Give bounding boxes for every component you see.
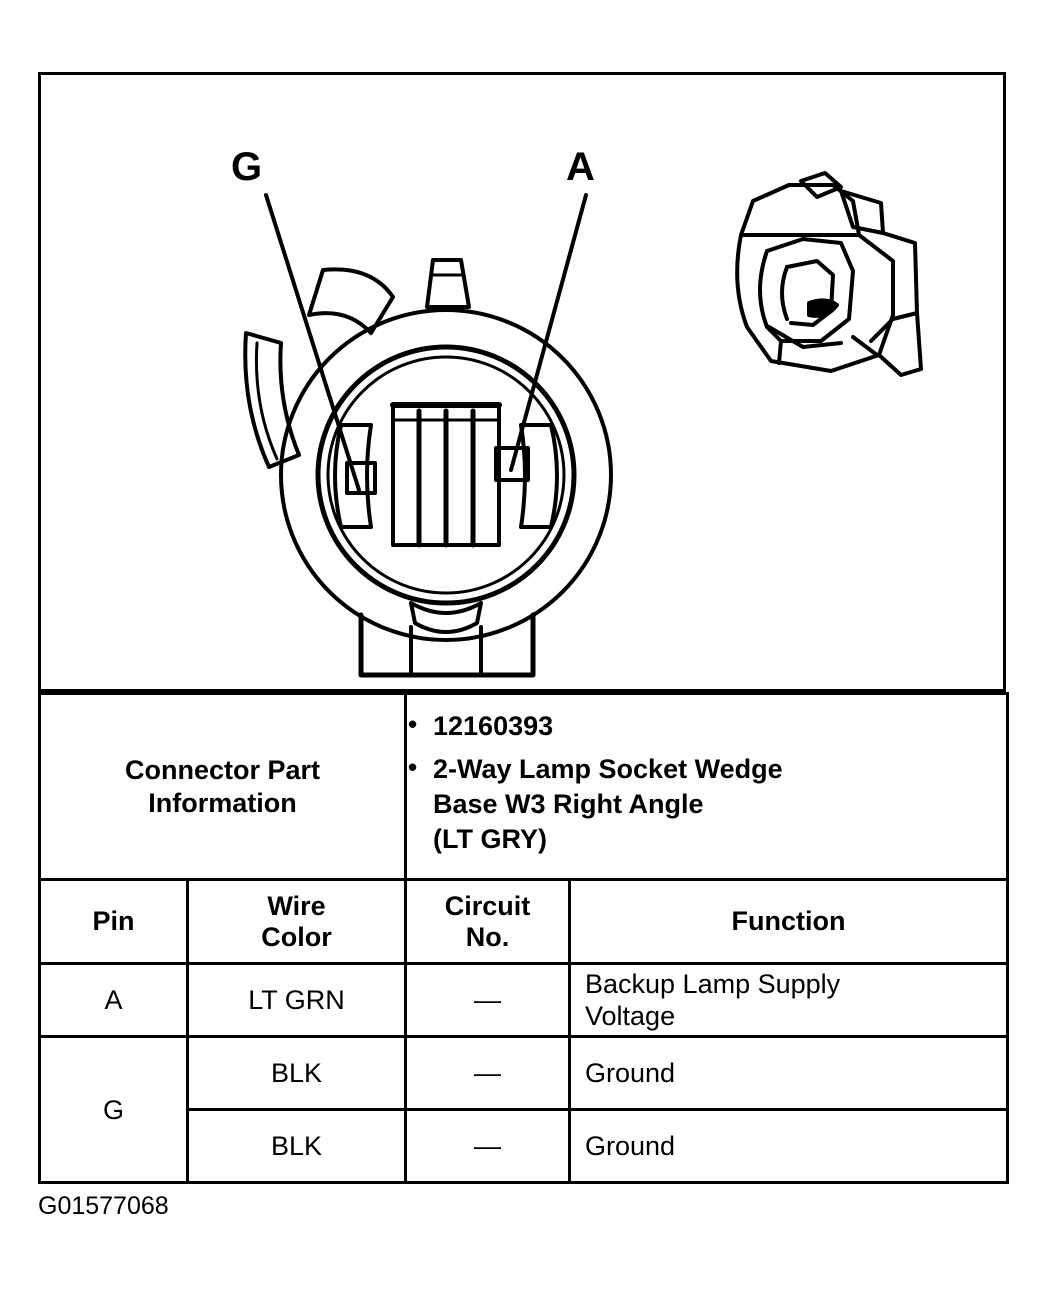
header-wire-color (188, 880, 406, 964)
table-row (40, 1037, 1008, 1110)
header-circuit-no (406, 880, 570, 964)
callout-label-g: G (231, 145, 263, 189)
part-description-bullet (433, 752, 1006, 857)
table-row (40, 964, 1008, 1037)
row-g2-wire-color: BLK (188, 1110, 406, 1183)
connector-drawing (41, 75, 1003, 689)
socket-bottom-tab (411, 603, 481, 632)
header-pin: Pin (40, 880, 188, 964)
row-a-function (570, 964, 1008, 1037)
header-circuit-no-line-2: No. (465, 921, 510, 952)
wire-boot (361, 615, 533, 675)
row-g2-circuit-no: — (406, 1110, 570, 1183)
part-description-line-1: • 2-Way Lamp Socket Wedge (433, 753, 783, 784)
callout-label-a: A (566, 145, 595, 189)
header-circuit-no-line-1: Circuit (444, 890, 531, 921)
part-description-line-3: (LT GRY) (433, 823, 547, 854)
socket-side-view (737, 173, 921, 375)
row-a-function-line-1: Backup Lamp Supply (585, 969, 841, 999)
row-g-circuit-no: — (406, 1037, 570, 1110)
row-a-pin: A (40, 964, 188, 1037)
cpi-label-line-1: Connector Part (124, 754, 321, 785)
socket-key-tab (427, 260, 469, 307)
row-g-wire-color: BLK (188, 1037, 406, 1110)
row-g-function: Ground (570, 1037, 1008, 1110)
row-g-pin: G (40, 1037, 188, 1183)
part-number-bullet (433, 709, 1006, 744)
connector-illustration-panel (38, 72, 1006, 692)
pin-table-header-row (40, 880, 1008, 964)
header-wire-color-line-1: Wire (267, 890, 326, 921)
row-a-function-line-2: Voltage (585, 1001, 676, 1031)
header-function: Function (570, 880, 1008, 964)
connector-info-sheet (38, 72, 1006, 1177)
figure-id: G01577068 (38, 1192, 169, 1220)
row-g2-function: Ground (570, 1110, 1008, 1183)
connector-part-information-row (40, 694, 1008, 880)
part-description-line-2: Base W3 Right Angle (433, 788, 704, 819)
connector-part-information-label (40, 694, 406, 880)
row-a-circuit-no: — (406, 964, 570, 1037)
part-number: 12160393 (433, 710, 554, 741)
connector-table (38, 692, 1009, 1184)
connector-part-information-values (406, 694, 1008, 880)
header-wire-color-line-2: Color (261, 921, 332, 952)
cpi-label-line-2: Information (148, 787, 297, 818)
row-a-wire-color: LT GRN (188, 964, 406, 1037)
